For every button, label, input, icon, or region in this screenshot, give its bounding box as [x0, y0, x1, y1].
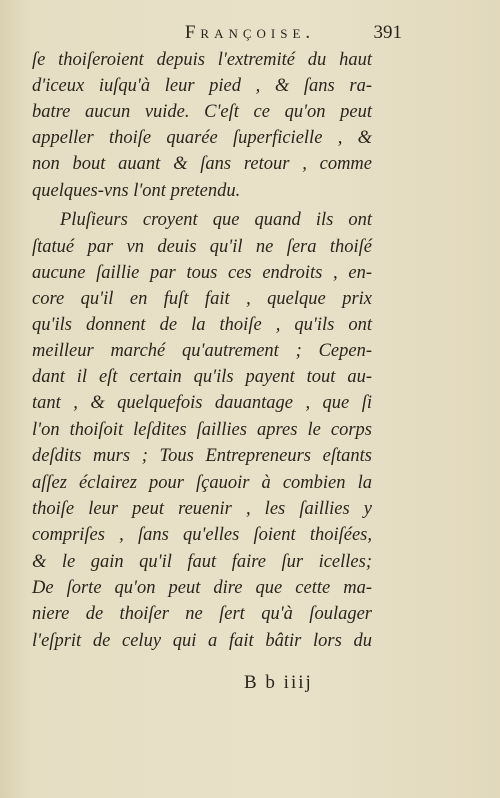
- text-line: niere de thoiſer ne ſert qu'à ſoulager: [32, 604, 372, 624]
- text-line: qu'ils donnent de la thoiſe , qu'ils ont: [32, 315, 372, 335]
- text-line: dant il eſt certain qu'ils payent tout au-: [32, 367, 372, 387]
- paragraph-first-line: Pluſieurs croyent que quand ils ont: [60, 210, 372, 230]
- text-line: ſtatué par vn deuis qu'il ne ſera thoiſé: [32, 237, 372, 257]
- text-line: core qu'il en fuſt fait , quelque prix: [32, 289, 372, 309]
- page-number: 391: [373, 22, 402, 43]
- text-line: l'on thoiſoit leſdites ſaillies apres le corps: [32, 420, 372, 440]
- text-line: non bout auant & ſans retour , comme: [32, 154, 372, 174]
- text-line: quelques-vns l'ont pretendu.: [32, 181, 241, 201]
- signature-mark: B b iiij: [244, 672, 313, 693]
- running-title: Françoise.: [184, 22, 316, 43]
- text-line: deſdits murs ; Tous Entrepreneurs eſtants: [32, 446, 372, 466]
- text-line: appeller thoiſe quarée ſuperficielle , &: [32, 128, 372, 148]
- text-line: aucune ſaillie par tous ces endroits , en-: [32, 263, 372, 283]
- text-line: thoiſe leur peut reuenir , les ſaillies y: [32, 499, 372, 519]
- text-line: meilleur marché qu'autrement ; Cepen-: [32, 341, 372, 361]
- text-line: aſſez éclairez pour ſçauoir à combien la: [32, 473, 372, 493]
- text-line: batre aucun vuide. C'eſt ce qu'on peut: [32, 102, 372, 122]
- text-line: tant , & quelquefois dauantage , que ſi: [32, 393, 372, 413]
- text-line: & le gain qu'il faut faire ſur icelles;: [32, 552, 372, 572]
- text-line: d'iceux iuſqu'à leur pied , & ſans ra-: [32, 76, 372, 96]
- text-line: ſe thoiſeroient depuis l'extremité du haut: [32, 50, 372, 70]
- text-line: l'eſprit de celuy qui a fait bâtir lors du: [32, 631, 372, 651]
- text-line: compriſes , ſans qu'elles ſoient thoiſées,: [32, 525, 372, 545]
- text-line: De ſorte qu'on peut dire que cette ma-: [32, 578, 372, 598]
